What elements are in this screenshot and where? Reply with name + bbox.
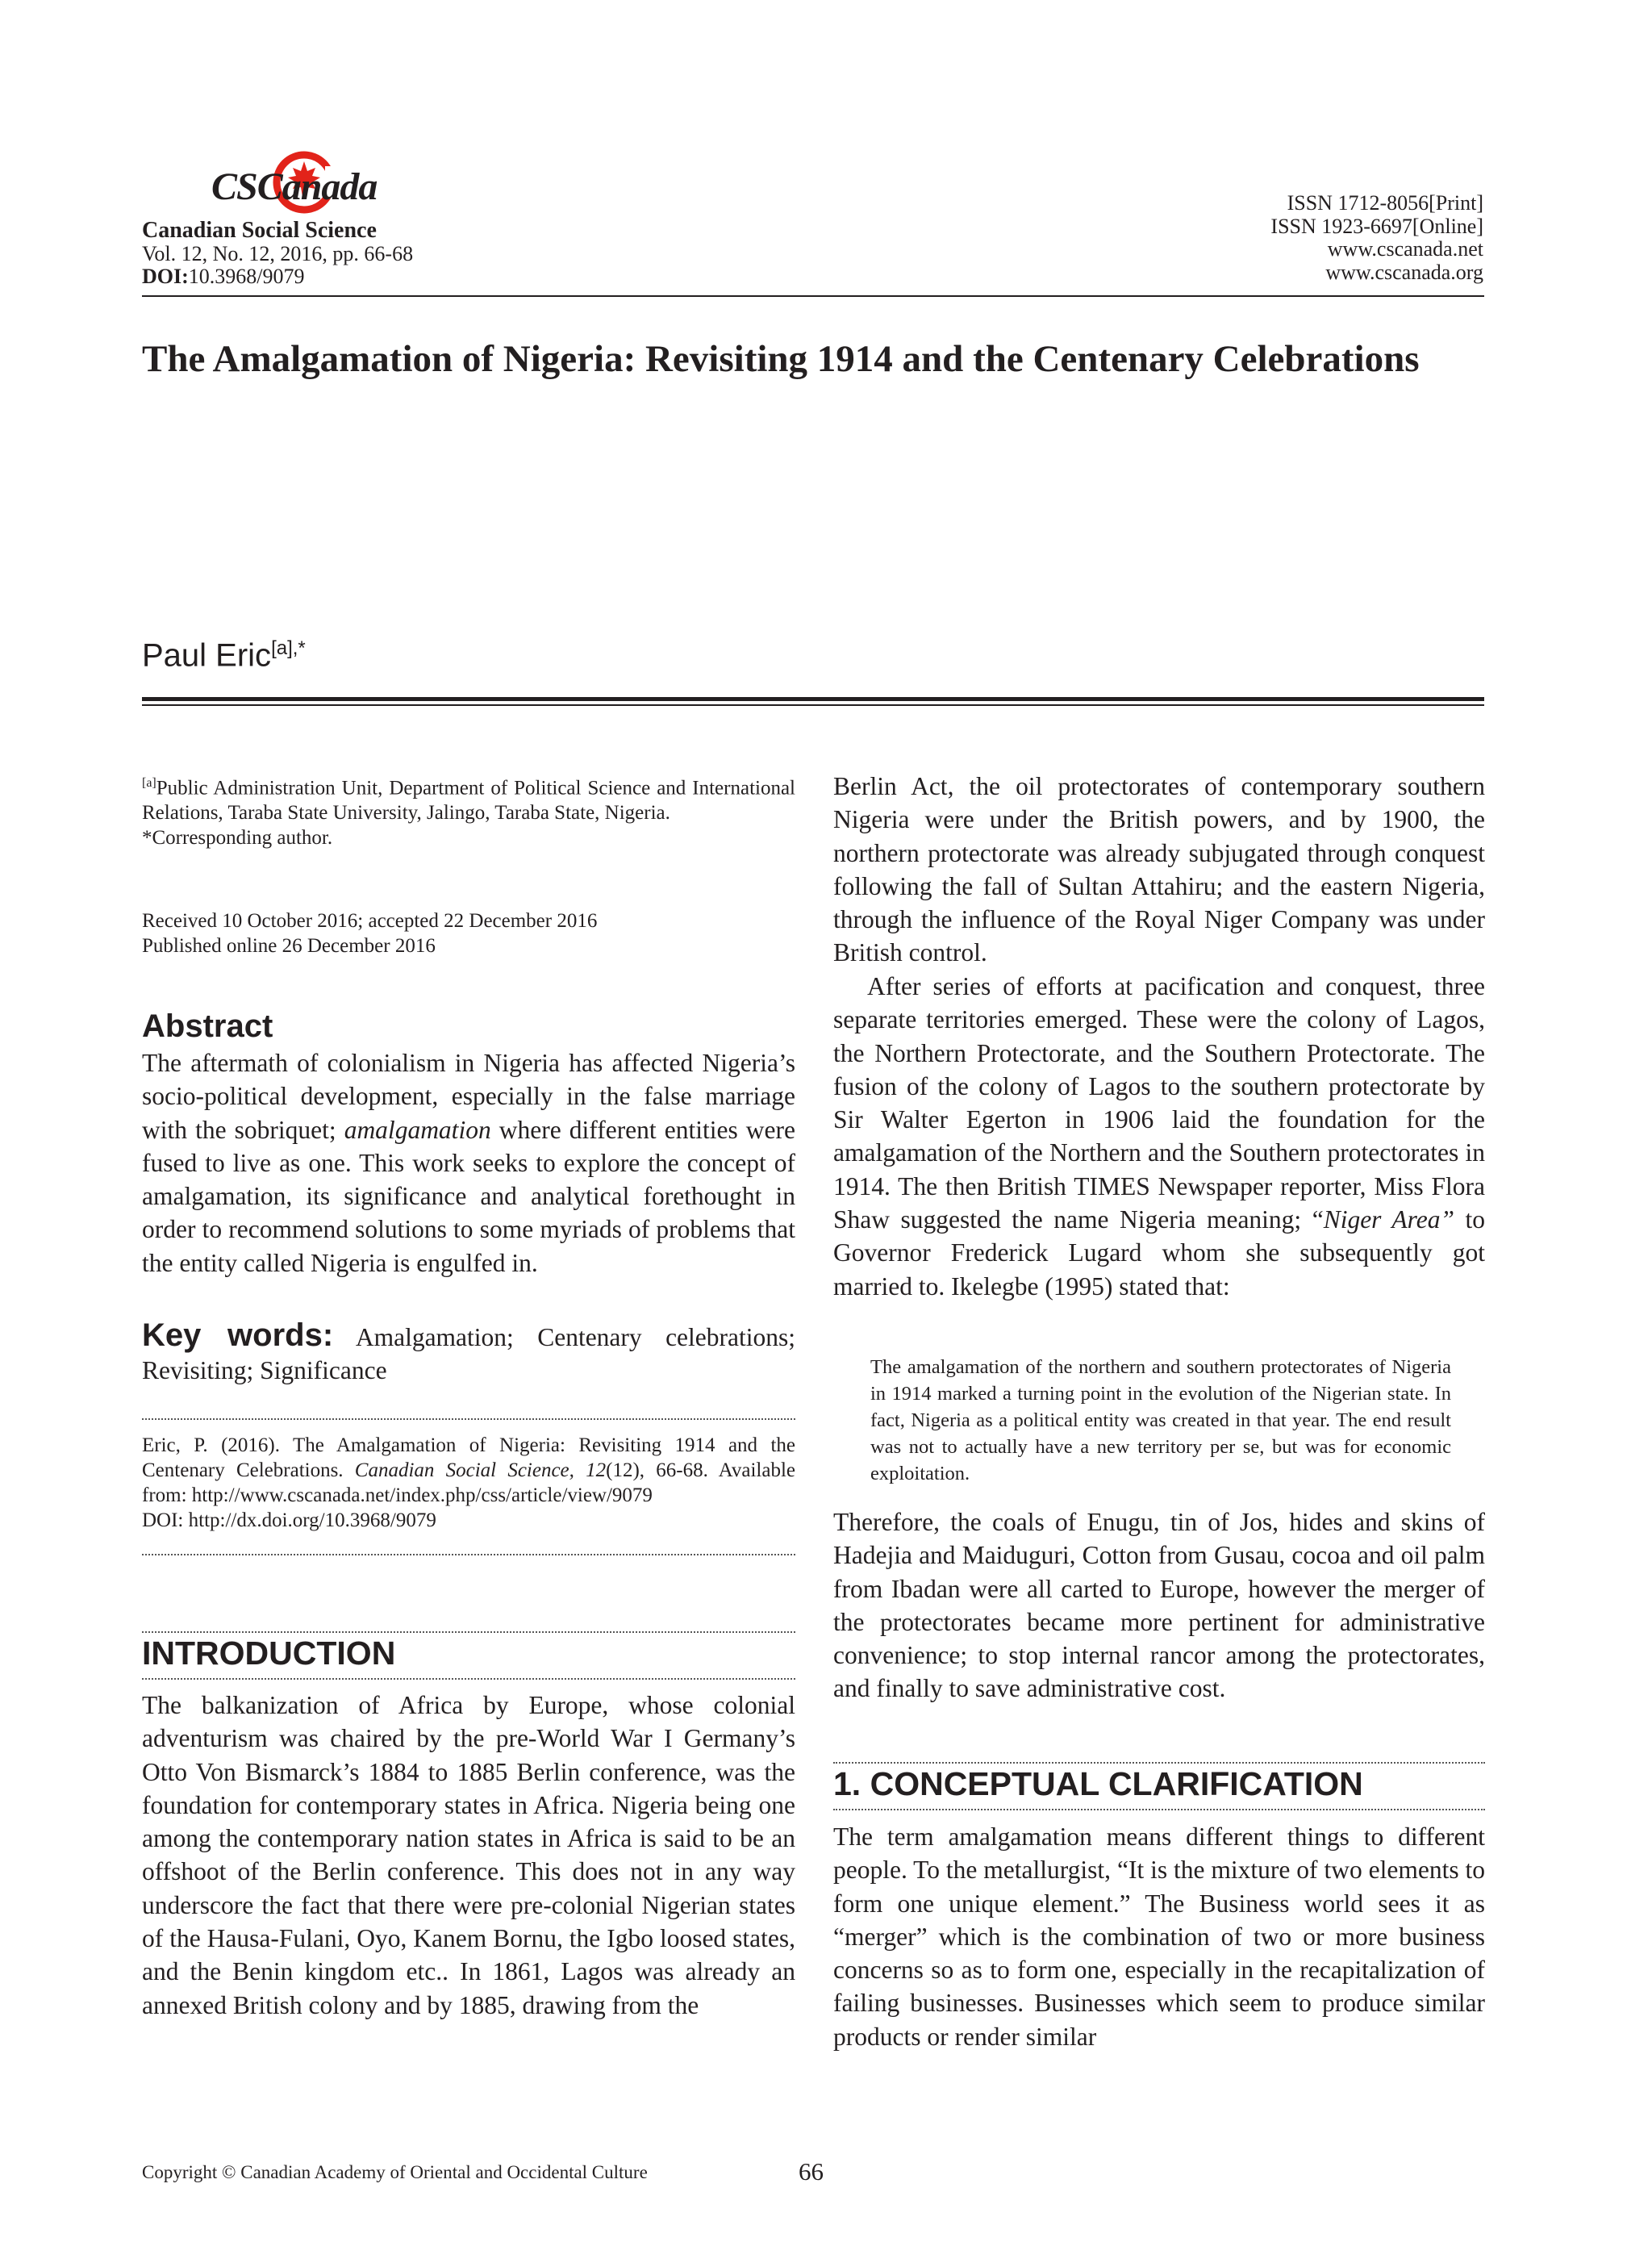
published-date: Published online 26 December 2016 <box>142 935 436 957</box>
author-sup: [a],* <box>271 637 306 659</box>
abstract-text-b: where different entities were fused to live as one. This work seeks to explore the concept of amalgamation, its significance and analytical forethought in order to recommend solutions to some myriads of problems that the entity called Nigeria is engulfed in. <box>142 1115 795 1277</box>
logo-text: CSCanada <box>211 165 378 208</box>
section1-divider-top <box>833 1762 1485 1764</box>
issn-online: ISSN 1923-6697[Online] <box>1270 214 1483 238</box>
author-rule-thin <box>142 704 1484 706</box>
citation-journal: Canadian Social Science, 12 <box>354 1459 607 1481</box>
corresponding-note: *Corresponding author. <box>142 827 333 850</box>
section1-divider-bottom <box>833 1809 1485 1810</box>
intro-divider-bottom <box>142 1678 795 1680</box>
abstract-text <box>142 1046 795 1280</box>
affil-text: Public Administration Unit, Department of Political Science and International Relations, Taraba State University, Jalingo, Taraba State, Nigeria. <box>142 777 795 825</box>
volume-line: Vol. 12, No. 12, 2016, pp. 66-68 <box>142 242 414 265</box>
site-org-link[interactable]: www.cscanada.org <box>1325 260 1483 284</box>
introduction-heading: INTRODUCTION <box>142 1635 396 1672</box>
right-p2-italic: Niger Area” <box>1323 1205 1454 1234</box>
copyright: Copyright © Canadian Academy of Oriental and Occidental Culture <box>142 2162 648 2182</box>
page-number: 66 <box>799 2157 824 2186</box>
affil-sup: [a] <box>142 776 156 790</box>
right-p2-b: to Governor Frederick Lugard whom she subsequently got married to. Ikelegbe (1995) stated that: <box>833 1205 1485 1301</box>
keywords-list: Amalgamation; Centenary celebrations; Revisiting; Significance <box>142 1323 795 1385</box>
journal-name: Canadian Social Science <box>142 218 377 243</box>
author <box>142 637 306 674</box>
keywords-heading: Key words: <box>142 1317 334 1353</box>
citation-divider-top <box>142 1418 795 1420</box>
doi-line <box>142 265 305 289</box>
author-name: Paul Eric <box>142 637 272 674</box>
site-net-link[interactable]: www.cscanada.net <box>1327 237 1483 261</box>
received-date: Received 10 October 2016; accepted 22 December 2016 <box>142 910 598 932</box>
intro-divider-top <box>142 1631 795 1633</box>
abstract-text-a: The aftermath of colonialism in Nigeria has affected Nigeria’s socio-political development, especially in the false marriage with the sobriquet; <box>142 1049 795 1144</box>
doi-label: DOI: <box>142 265 189 288</box>
dates <box>142 908 795 958</box>
citation-divider-bottom <box>142 1554 795 1555</box>
section1-paragraph: The term amalgamation means different things to different people. To the metallurgist, “It is the mixture of two elements to form one unique element.” The Business world sees it as “merger” which is the combination of two or more business concerns so as to form one, especially in the recapitalization of failing businesses. Businesses which seem to produce similar products or render similar <box>833 1822 1485 2051</box>
right-paragraph-2 <box>833 970 1485 1303</box>
block-quote: The amalgamation of the northern and southern protectorates of Nigeria in 1914 marked a turning point in the evolution of the Nigerian state. In fact, Nigeria as a political entity was created in that year. The end result was not to actually have a new territory per se, but was for economic exploitation. <box>870 1356 1451 1484</box>
section1-heading: 1. CONCEPTUAL CLARIFICATION <box>833 1765 1363 1802</box>
article-title: The Amalgamation of Nigeria: Revisiting 1914 and the Centenary Celebrations <box>142 338 1420 380</box>
keywords <box>142 1319 795 1388</box>
header-rule <box>142 295 1484 297</box>
citation-text-b[interactable]: (12), 66-68. Available from: http://www.cscanada.net/index.php/css/article/view/9079 <box>142 1459 795 1506</box>
abstract-text-italic: amalgamation <box>344 1115 491 1144</box>
issn-print: ISSN 1712-8056[Print] <box>1287 191 1483 215</box>
doi-value: 10.3968/9079 <box>188 265 305 288</box>
abstract-heading: Abstract <box>142 1008 273 1044</box>
introduction-paragraph: The balkanization of Africa by Europe, whose colonial adventurism was chaired by the pre-World War I Germany’s Otto Von Bismarck’s 1884 to 1885 Berlin conference, was the foundation for contemporary states in Africa. Nigeria being one among the contemporary nation states in Africa is said to be an offshoot of the Berlin conference. This does not in any way underscore the fact that there were pre-colonial Nigerian states of the Hausa-Fulani, Oyo, Kanem Bornu, the Igbo loosed states, and the Benin kingdom etc.. In 1861, Lagos was already an annexed British colony and by 1885, drawing from the <box>142 1691 795 2019</box>
right-paragraph-1: Berlin Act, the oil protectorates of contemporary southern Nigeria were under the British powers, and by 1900, the northern protectorate was already subjugated through conquest following the fall of Sultan Attahiru; and the eastern Nigeria, through the influence of the Royal Niger Company was under British control. <box>833 772 1485 967</box>
citation-doi[interactable]: DOI: http://dx.doi.org/10.3968/9079 <box>142 1509 436 1531</box>
citation-text-a: Eric, P. (2016). The Amalgamation of Nigeria: Revisiting 1914 and the Centenary Celebrations. <box>142 1434 795 1481</box>
issn-block <box>1270 192 1483 284</box>
affiliation <box>142 770 795 850</box>
citation <box>142 1433 795 1533</box>
author-rule-thick <box>142 697 1484 701</box>
right-p2-a: After series of efforts at pacification and conquest, three separate territories emerged. These were the colony of Lagos, the Northern Protectorate, and the Southern Protectorate. The fusion of the colony of Lagos to the southern protectorate by Sir Walter Egerton in 1906 laid the foundation for the amalgamation of the Northern and the Southern protectorates in 1914. The then British TIMES Newspaper reporter, Miss Flora Shaw suggested the name Nigeria meaning; “ <box>833 972 1485 1234</box>
right-paragraph-3: Therefore, the coals of Enugu, tin of Jos, hides and skins of Hadejia and Maiduguri, Cotton from Gusau, cocoa and oil palm from Ibadan were all carted to Europe, however the merger of the protectorates became more pertinent for administrative convenience; to stop internal rancor among the protectorates, and finally to save administrative cost. <box>833 1508 1485 1703</box>
